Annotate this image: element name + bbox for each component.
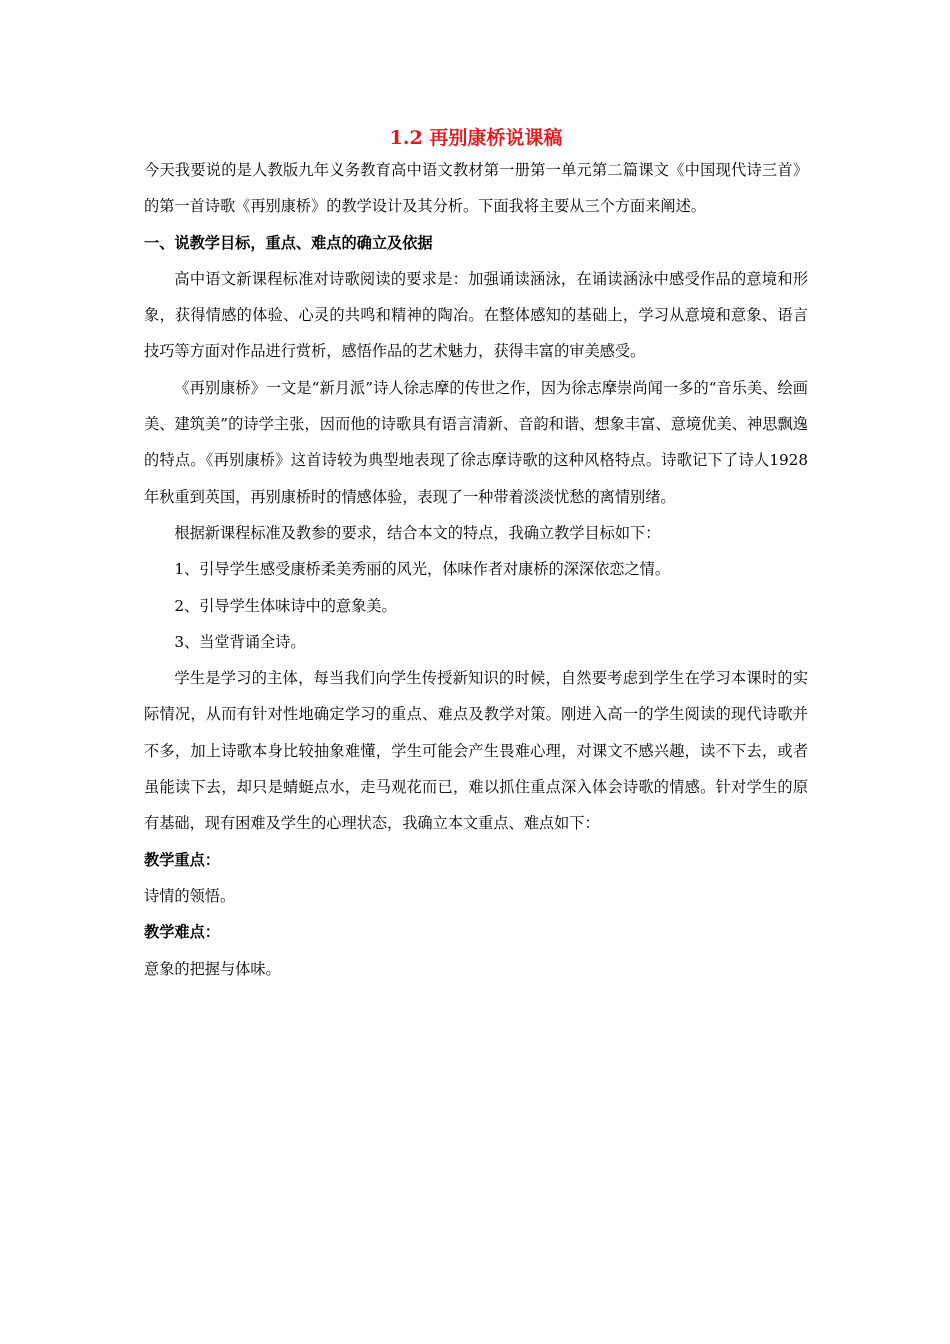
objective-item: 3、当堂背诵全诗。 [174,632,306,651]
key-point-text: 诗情的领悟。 [144,886,236,905]
body-paragraph: 《再别康桥》一文是“新月派”诗人徐志摩的传世之作，因为徐志摩崇尚闻一多的“音乐美、绘画美、建筑美”的诗学主张，因而他的诗歌具有语言清新、音韵和谐、想象丰富、意境优美、神思飘逸的特点。《再别康桥》这首诗较为典型地表现了徐志摩诗歌的这种风格特点。诗歌记下了诗人1928年秋重到英国，再别康桥时的情感体验，表现了一种带着淡淡忧愁的离情别绪。 [144,378,808,506]
intro-paragraph: 今天我要说的是人教版九年义务教育高中语文教材第一册第一单元第二篇课文《中国现代诗三首》的第一首诗歌《再别康桥》的教学设计及其分析。下面我将主要从三个方面来阐述。 [144,161,808,216]
objective-item: 2、引导学生体味诗中的意象美。 [174,596,397,615]
key-point-heading: 教学重点： [144,850,220,869]
objective-item: 1、引导学生感受康桥柔美秀丽的风光，体味作者对康桥的深深依恋之情。 [174,560,671,579]
document-title: 1.2 再别康桥说课稿 [389,127,563,149]
body-paragraph: 高中语文新课程标准对诗歌阅读的要求是：加强诵读涵泳，在诵读涵泳中感受作品的意境和形象，获得情感的体验、心灵的共鸣和精神的陶冶。在整体感知的基础上，学习从意境和意象、语言技巧等方面对作品进行赏析，感悟作品的艺术魅力，获得丰富的审美感受。 [144,269,808,361]
body-paragraph: 根据新课程标准及教参的要求，结合本文的特点，我确立教学目标如下： [174,523,661,542]
document-body [144,124,808,987]
difficulty-text: 意象的把握与体味。 [144,959,281,978]
body-paragraph: 学生是学习的主体，每当我们向学生传授新知识的时候，自然要考虑到学生在学习本课时的实际情况，从而有针对性地确定学习的重点、难点及教学对策。刚进入高一的学生阅读的现代诗歌并不多，加上诗歌本身比较抽象难懂，学生可能会产生畏难心理，对课文不感兴趣，读不下去，或者虽能读下去，却只是蜻蜓点水，走马观花而已，难以抓住重点深入体会诗歌的情感。针对学生的原有基础，现有困难及学生的心理状态，我确立本文重点、难点如下： [144,669,808,833]
difficulty-heading: 教学难点： [144,923,220,942]
section-heading: 一、说教学目标，重点、难点的确立及依据 [144,233,433,252]
